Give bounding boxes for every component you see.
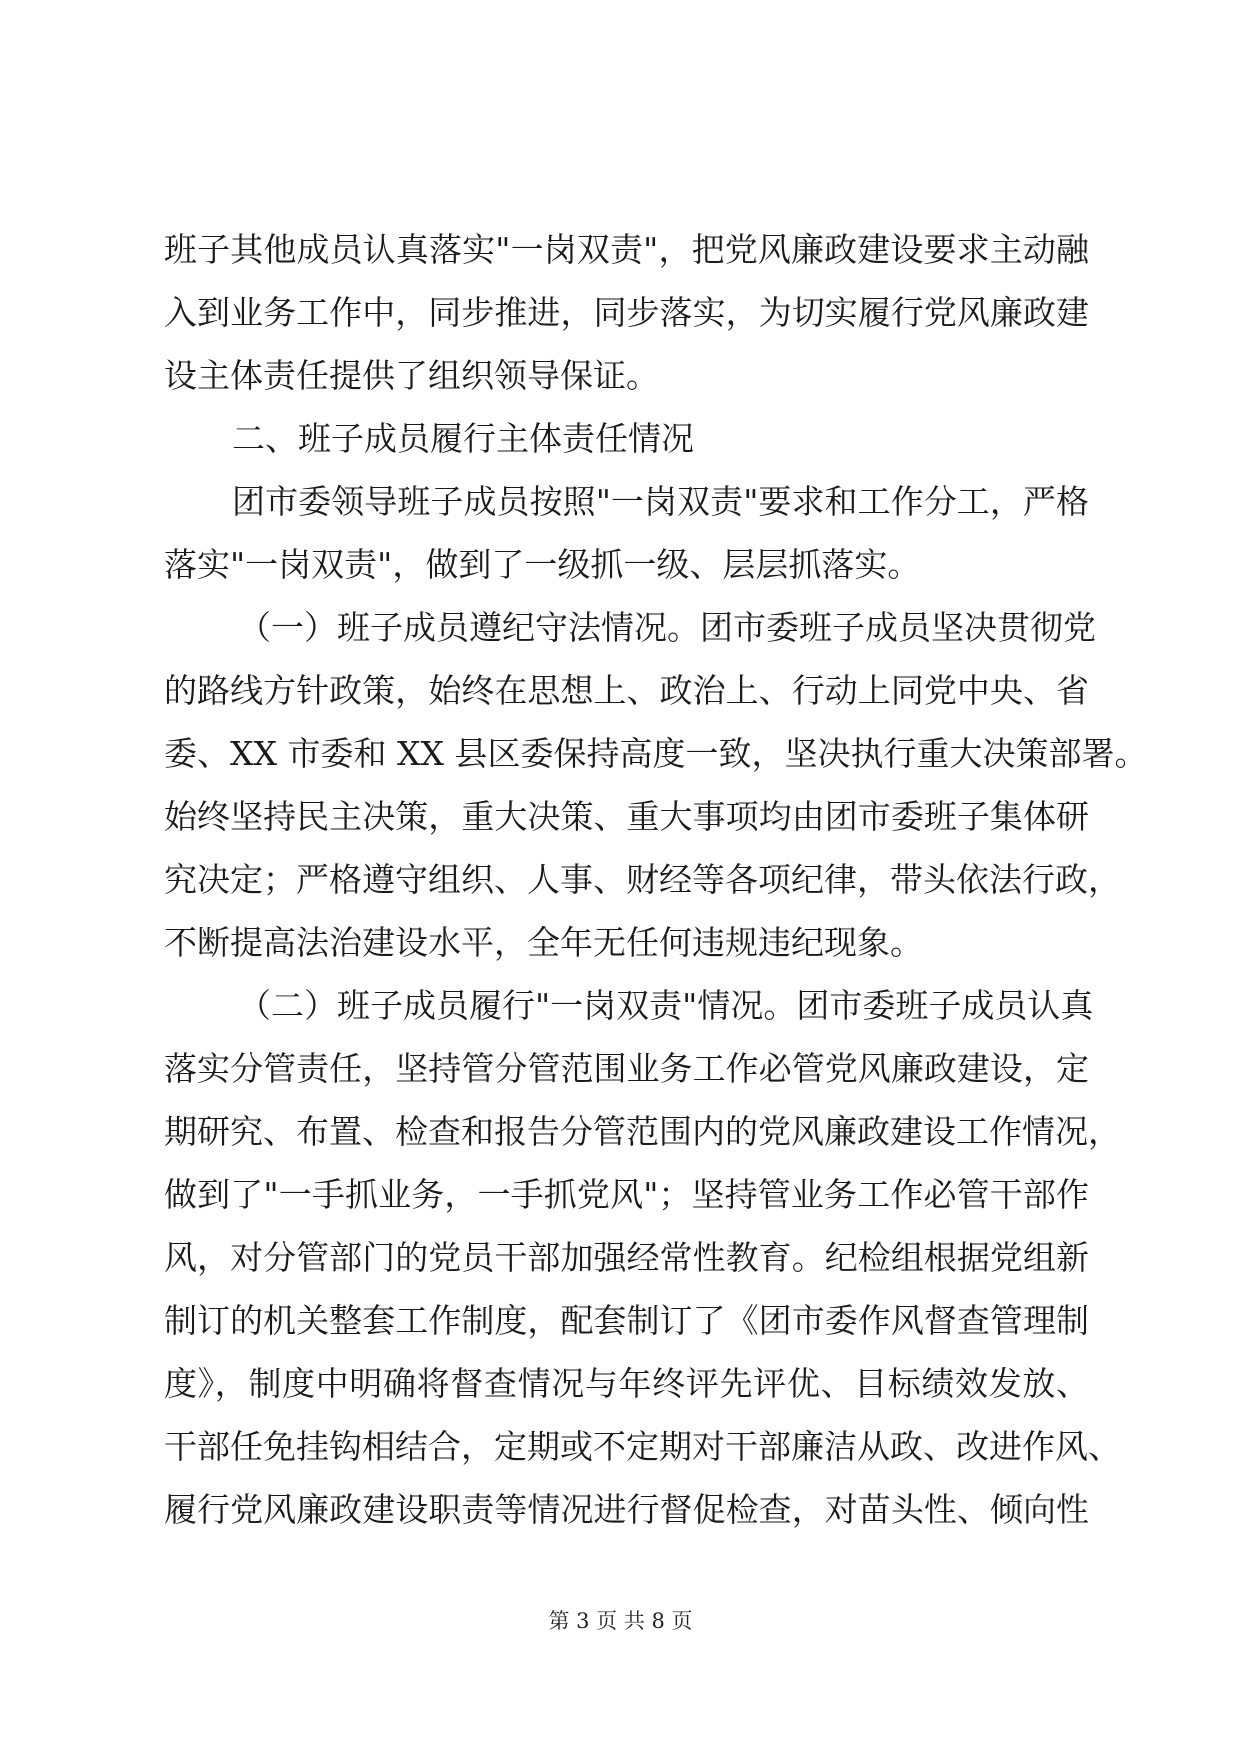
body-text-line: 做到了"一手抓业务，一手抓党风"；坚持管业务工作必管干部作 [164,1175,1089,1214]
body-text-line: 度》，制度中明确将督查情况与年终评先评优、目标绩效发放、 [164,1364,1089,1403]
subsection-line: （二）班子成员履行"一岗双责"情况。团市委班子成员认真 [238,986,1094,1025]
body-text-line: 落实分管责任，坚持管分管范围业务工作必管党风廉政建设，定 [164,1049,1089,1088]
section-heading: 二、班子成员履行主体责任情况 [232,419,694,458]
body-text-line: 期研究、布置、检查和报告分管范围内的党风廉政建设工作情况， [164,1112,1121,1151]
body-text-line: 干部任免挂钩相结合，定期或不定期对干部廉洁从政、改进作风、 [164,1427,1121,1466]
body-text-line: 履行党风廉政建设职责等情况进行督促检查，对苗头性、倾向性 [164,1490,1089,1529]
body-text-line: 究决定；严格遵守组织、人事、财经等各项纪律，带头依法行政， [164,860,1121,899]
page-number-footer: 第 3 页 共 8 页 [548,1609,693,1633]
body-text-line: 的路线方针政策，始终在思想上、政治上、行动上同党中央、省 [164,671,1089,710]
subsection-line: （一）班子成员遵纪守法情况。团市委班子成员坚决贯彻党 [238,608,1096,647]
body-text-line: 入到业务工作中，同步推进，同步落实，为切实履行党风廉政建 [164,293,1089,332]
body-text-line: 设主体责任提供了组织领导保证。 [164,356,659,395]
body-text-line: 落实"一岗双责"，做到了一级抓一级、层层抓落实。 [164,545,921,584]
body-text-line: 始终坚持民主决策，重大决策、重大事项均由团市委班子集体研 [164,797,1089,836]
body-text-line: 班子其他成员认真落实"一岗双责"，把党风廉政建设要求主动融 [164,230,1089,269]
body-text-line: 不断提高法治建设水平，全年无任何违规违纪现象。 [164,923,923,962]
body-text-line: 制订的机关整套工作制度，配套制订了《团市委作风督查管理制 [164,1301,1089,1340]
body-text-line: 委、XX 市委和 XX 县区委保持高度一致，坚决执行重大决策部署。 [164,734,1148,773]
body-text-line: 团市委领导班子成员按照"一岗双责"要求和工作分工，严格 [232,482,1089,521]
body-text-line: 风，对分管部门的党员干部加强经常性教育。纪检组根据党组新 [164,1238,1089,1277]
